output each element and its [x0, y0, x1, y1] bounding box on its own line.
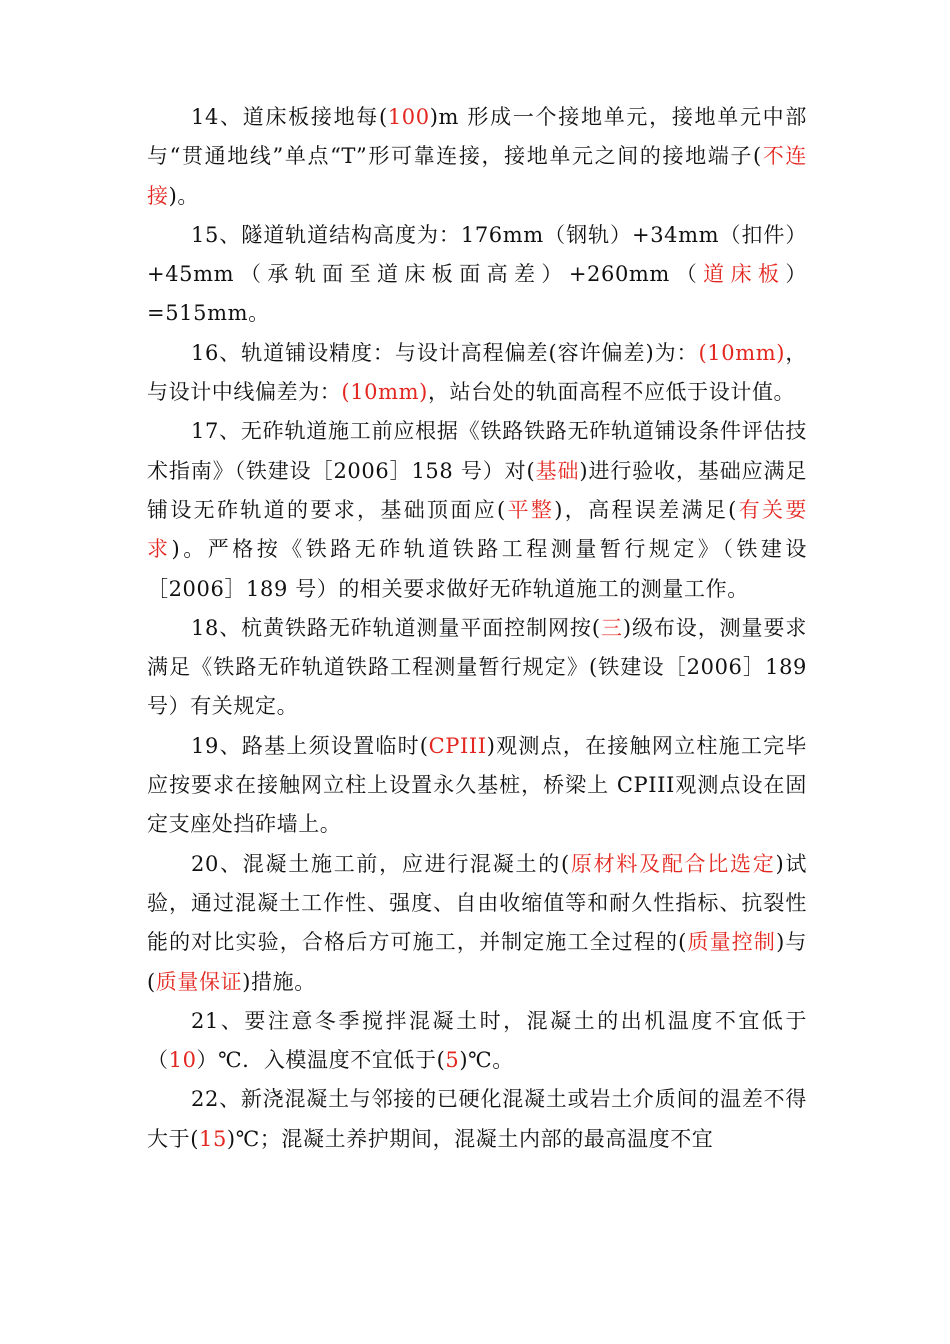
- paragraph-22: [147, 1080, 807, 1159]
- paragraph-14: [147, 98, 807, 216]
- answer-text: 100: [387, 105, 430, 129]
- body-text: )。严格按《铁路无砟轨道铁路工程测量暂行规定》（铁建设［2006］189 号）的相关要求做好无砟轨道施工的测量工作。: [147, 537, 807, 601]
- answer-text: 道床板: [703, 262, 786, 287]
- answer-text: 质量保证: [155, 969, 243, 994]
- answer-text: 质量控制: [686, 930, 777, 955]
- answer-text: 基础: [535, 458, 580, 483]
- answer-text: (10mm): [341, 380, 428, 405]
- paragraph-20: [147, 845, 807, 1002]
- body-text: )进行验收，基础应满足铺设无砟轨道的要求，基础顶面应(: [147, 458, 808, 522]
- body-text: )试验，通过混凝土工作性、强度、自由收缩值等和耐久性指标、抗裂性能的对比实验，合格后方可施工，并制定施工全过程的(: [147, 851, 807, 955]
- body-text: )，高程误差满足(: [554, 497, 737, 522]
- body-text: 20、混凝土施工前，应进行混凝土的(: [191, 851, 570, 876]
- body-text: 18、杭黄铁路无砟轨道测量平面控制网按(: [191, 615, 601, 640]
- body-text: )与(: [147, 930, 807, 994]
- body-text: ）=515mm。: [147, 262, 807, 326]
- body-text: )℃。: [459, 1048, 514, 1073]
- answer-text: 15: [199, 1126, 227, 1151]
- document-page: [147, 98, 807, 1159]
- body-text: )观测点，在接触网立柱施工完毕应按要求在接触网立柱上设置永久基桩，桥梁上 CPIII观测点设在固定支座处挡砟墙上。: [147, 733, 807, 837]
- body-text: 17、无砟轨道施工前应根据《铁路铁路无砟轨道铺设条件评估技术指南》（铁建设［2006］158 号）对(: [147, 419, 807, 483]
- answer-text: 有关要求: [147, 497, 807, 562]
- answer-text: 平整: [505, 497, 555, 522]
- answer-text: CPIII: [428, 733, 487, 758]
- paragraph-15: [147, 216, 807, 334]
- body-text: )。: [168, 183, 200, 208]
- body-text: ，与设计中线偏差为：: [147, 340, 807, 405]
- body-text: ，站台处的轨面高程不应低于设计值。: [427, 380, 796, 405]
- body-text: )措施。: [242, 969, 316, 994]
- body-text: )℃；混凝土养护期间，混凝土内部的最高温度不宜: [226, 1126, 714, 1151]
- body-text: 22、新浇混凝土与邻接的已硬化混凝土或岩土介质间的温差不得大于(: [147, 1087, 807, 1151]
- answer-text: 三: [600, 615, 623, 640]
- body-text: ）℃．入模温度不宜低于(: [196, 1048, 446, 1073]
- body-text: 19、路基上须设置临时(: [191, 733, 429, 758]
- paragraph-21: [147, 1002, 807, 1081]
- paragraph-19: [147, 727, 807, 845]
- body-text: 21、要注意冬季搅拌混凝土时，混凝土的出机温度不宜低于（: [147, 1008, 807, 1073]
- body-text: )级布设，测量要求满足《铁路无砟轨道铁路工程测量暂行规定》(铁建设［2006］189 号）有关规定。: [147, 615, 807, 719]
- answer-text: 不连接: [147, 144, 808, 208]
- body-text: 16、轨道铺设精度：与设计高程偏差(容许偏差)为：: [191, 340, 699, 365]
- answer-text: (10mm): [698, 340, 786, 365]
- answer-text: 原材料及配合比选定: [569, 851, 776, 876]
- answer-text: 5: [445, 1048, 460, 1073]
- paragraph-16: [147, 334, 807, 413]
- body-text: 14、道床板接地每(: [191, 105, 388, 129]
- answer-text: 10: [168, 1048, 197, 1073]
- paragraph-18: [147, 609, 807, 727]
- body-text: )m 形成一个接地单元，接地单元中部与“贯通地线”单点“T”形可靠连接，接地单元之间的接地端子(: [147, 105, 807, 169]
- body-text: 15、隧道轨道结构高度为：176mm（钢轨）+34mm（扣件）+45mm（承轨面至道床板面高差）+260mm（: [147, 222, 807, 287]
- paragraph-17: [147, 412, 807, 608]
